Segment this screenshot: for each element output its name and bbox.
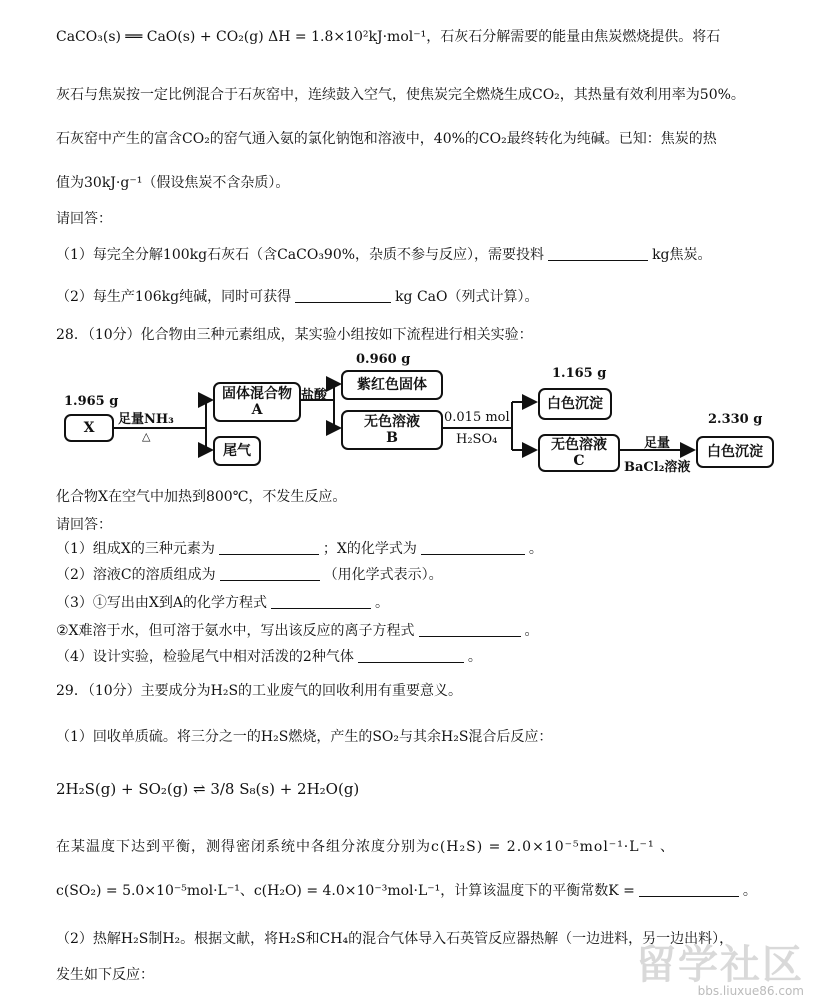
text-line-4: 值为30kJ·g⁻¹（假设焦炭不含杂质）。 bbox=[56, 175, 290, 191]
box-solid-a bbox=[213, 382, 301, 422]
box-tail-gas: 尾气 bbox=[213, 436, 261, 466]
answer-blank[interactable] bbox=[295, 288, 391, 303]
heat-condition: △ bbox=[142, 430, 151, 443]
q28-ask: 请回答： bbox=[56, 517, 112, 533]
reagent-hcl: 盐酸 bbox=[301, 388, 328, 403]
q28-sub3-2 bbox=[56, 620, 539, 640]
answer-blank[interactable] bbox=[271, 594, 371, 609]
text-line-1: CaCO₃(s) ══ CaO(s) + CO₂(g) ΔH = 1.8×10²kJ·mol⁻¹，石灰石分解需要的能量由焦炭燃烧提供。将石 bbox=[56, 29, 721, 45]
watermark-url: bbs.liuxue86.com bbox=[697, 984, 804, 998]
q28-sub4-end: 。 bbox=[467, 649, 482, 665]
ppt2-mass: 2.330 g bbox=[708, 412, 763, 427]
q29-sub1: （1）回收单质硫。将三分之一的H₂S燃烧，产生的SO₂与其余H₂S混合后反应： bbox=[56, 729, 553, 745]
q29-sub2: （2）热解H₂S制H₂。根据文献，将H₂S和CH₄的混合气体导入石英管反应器热解（一边进料，另一边出料）， bbox=[56, 931, 734, 947]
flowchart bbox=[58, 350, 778, 480]
answer-blank[interactable] bbox=[358, 648, 464, 663]
answer-blank[interactable] bbox=[639, 882, 739, 897]
answer-blank[interactable] bbox=[548, 246, 648, 261]
text-line-3: 石灰窑中产生的富含CO₂的窑气通入氨的氯化钠饱和溶液中，40%的CO₂最终转化为纯碱。已知：焦炭的热 bbox=[56, 131, 717, 147]
q28-sub1-text: （1）组成X的三种元素为 bbox=[56, 541, 215, 557]
box-solid-a-id: A bbox=[251, 402, 263, 418]
q29-equation: 2H₂S(g) + SO₂(g) ⇌ 3/8 S₈(s) + 2H₂O(g) bbox=[56, 780, 360, 798]
q28-sub4-text: （4）设计实验，检验尾气中相对活泼的2种气体 bbox=[56, 649, 354, 665]
ppt1-mass: 1.165 g bbox=[552, 366, 607, 381]
answer-blank[interactable] bbox=[421, 540, 525, 555]
q28-sub4 bbox=[56, 646, 482, 666]
reagent-h2so4: H₂SO₄ bbox=[456, 432, 498, 447]
q29-para-1: 在某温度下达到平衡，测得密闭系统中各组分浓度分别为c(H₂S) = 2.0×10⁻⁵mol⁻¹·L⁻¹ 、 bbox=[56, 839, 676, 855]
box-white-ppt-2: 白色沉淀 bbox=[696, 436, 774, 468]
q28-sub3-2-text: ②X难溶于水，但可溶于氨水中，写出该反应的离子方程式 bbox=[56, 623, 415, 639]
q28-sub3-end: 。 bbox=[374, 595, 389, 611]
x-mass: 1.965 g bbox=[64, 394, 119, 409]
box-solution-c-id: C bbox=[573, 453, 585, 469]
box-solution-c bbox=[538, 434, 620, 472]
answer-blank[interactable] bbox=[419, 622, 521, 637]
q27-sub2-unit: kg CaO（列式计算）。 bbox=[395, 289, 539, 305]
box-x: X bbox=[64, 414, 114, 442]
box-solution-c-label: 无色溶液 bbox=[551, 437, 607, 453]
q27-sub2-text: （2）每生产106kg纯碱，同时可获得 bbox=[56, 289, 292, 305]
q28-sub3-2-end: 。 bbox=[524, 623, 539, 639]
answer-blank[interactable] bbox=[219, 540, 319, 555]
q28-sub3-text: （3）①写出由X到A的化学方程式 bbox=[56, 595, 267, 611]
box-solution-b-id: B bbox=[386, 430, 398, 446]
q29-sub2-cont: 发生如下反应： bbox=[56, 967, 154, 983]
q27-ask: 请回答： bbox=[56, 211, 112, 227]
q28-sub1 bbox=[56, 538, 543, 558]
q28-sub2-text: （2）溶液C的溶质组成为 bbox=[56, 567, 216, 583]
q29-para-2 bbox=[56, 880, 757, 900]
box-solid-a-label: 固体混合物 bbox=[222, 386, 292, 402]
box-purple-red-solid: 紫红色固体 bbox=[341, 370, 443, 400]
q29-para-2-text: c(SO₂) = 5.0×10⁻⁵mol·L⁻¹、c(H₂O) = 4.0×10⁻³mol·L⁻¹，计算该温度下的平衡常数K = bbox=[56, 883, 635, 899]
q28-note: 化合物X在空气中加热到800℃，不发生反应。 bbox=[56, 489, 347, 505]
box-solution-b-label: 无色溶液 bbox=[364, 414, 420, 430]
reagent-bacl2-amount: 足量 bbox=[644, 436, 671, 451]
h2so4-amount: 0.015 mol bbox=[444, 410, 510, 425]
q28-sub1-text-b: ；X的化学式为 bbox=[322, 541, 417, 557]
q29-heading: 29．（10分）主要成分为H₂S的工业废气的回收利用有重要意义。 bbox=[56, 683, 463, 699]
q28-sub2-end: （用化学式表示）。 bbox=[323, 567, 443, 583]
reagent-bacl2: BaCl₂溶液 bbox=[624, 460, 691, 475]
watermark-logo: 留学社区 bbox=[636, 942, 804, 988]
q28-sub1-end: 。 bbox=[528, 541, 543, 557]
q28-sub3 bbox=[56, 592, 389, 612]
red-mass: 0.960 g bbox=[356, 352, 411, 367]
q27-sub2 bbox=[56, 286, 539, 306]
text-line-2: 灰石与焦炭按一定比例混合于石灰窑中，连续鼓入空气，使焦炭完全燃烧生成CO₂，其热量有效利用率为50%。 bbox=[56, 87, 745, 103]
q28-sub2 bbox=[56, 564, 443, 584]
answer-blank[interactable] bbox=[220, 566, 320, 581]
reagent-nh3: 足量NH₃ bbox=[118, 412, 174, 427]
q27-sub1-unit: kg焦炭。 bbox=[652, 247, 712, 263]
box-white-ppt-1: 白色沉淀 bbox=[538, 388, 612, 420]
box-solution-b bbox=[341, 410, 443, 450]
q27-sub1 bbox=[56, 244, 712, 264]
watermark bbox=[636, 933, 804, 998]
q27-sub1-text: （1）每完全分解100kg石灰石（含CaCO₃90%，杂质不参与反应），需要投料 bbox=[56, 247, 545, 263]
q28-heading: 28．（10分）化合物由三种元素组成，某实验小组按如下流程进行相关实验： bbox=[56, 327, 533, 343]
q29-para-2-end: 。 bbox=[742, 883, 757, 899]
